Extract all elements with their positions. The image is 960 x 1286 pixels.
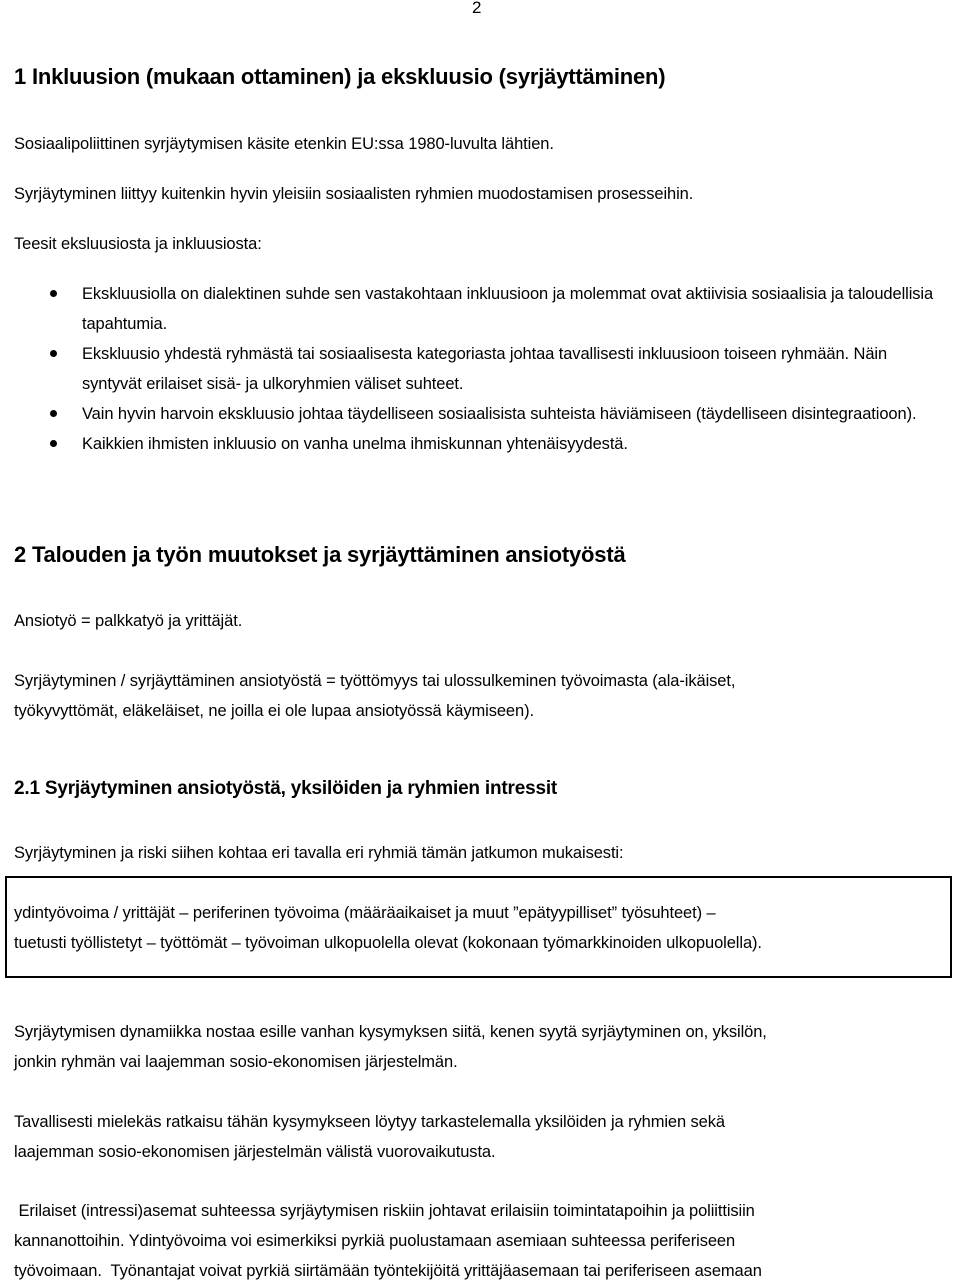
section21-paragraph-2-line-2: jonkin ryhmän vai laajemman sosio-ekonomisen järjestelmän. — [14, 1053, 458, 1071]
bullet-icon — [50, 440, 57, 447]
section21-paragraph-4-line-3: työvoimaan. Työnantajat voivat pyrkiä siirtämään työntekijöitä yrittäjäasemaan tai periferiseen asemaan — [14, 1262, 762, 1280]
section21-paragraph-1: Syrjäytyminen ja riski siihen kohtaa eri tavalla eri ryhmiä tämän jatkumon mukaisesti: — [14, 844, 624, 862]
list-item — [14, 339, 934, 399]
section1-paragraph-3: Teesit eksluusiosta ja inkluusiosta: — [14, 235, 262, 253]
bullet-icon — [50, 410, 57, 417]
list-item — [14, 399, 934, 429]
continuum-box — [5, 876, 952, 978]
section2-paragraph-1: Ansiotyö = palkkatyö ja yrittäjät. — [14, 612, 243, 630]
section21-paragraph-3-line-2: laajemman sosio-ekonomisen järjestelmän välistä vuorovaikutusta. — [14, 1143, 496, 1161]
list-item-text: Ekskluusiolla on dialektinen suhde sen vastakohtaan inkluusioon ja molemmat ovat aktiivisia sosiaalisia ja taloudellisia tapahtumia. — [82, 285, 934, 333]
section21-paragraph-4-line-2: kannanottoihin. Ydintyövoima voi esimerkiksi pyrkiä puolustamaan asemiaan suhteessa periferiseen — [14, 1232, 736, 1250]
thesis-list — [14, 279, 934, 459]
list-item — [14, 429, 934, 459]
list-item-text: Ekskluusio yhdestä ryhmästä tai sosiaalisesta kategoriasta johtaa tavallisesti inkluusioon toiseen ryhmään. Näin syntyvät erilaiset sisä- ja ulkoryhmien väliset suhteet. — [82, 345, 888, 393]
list-item — [14, 279, 934, 339]
continuum-line-2: tuetusti työllistetyt – työttömät – työvoiman ulkopuolella olevat (kokonaan työmarkkinoiden ulkopuolella). — [14, 934, 762, 952]
bullet-icon — [50, 350, 57, 357]
page-number: 2 — [472, 0, 482, 17]
section2-heading: 2 Talouden ja työn muutokset ja syrjäyttäminen ansiotyöstä — [14, 542, 626, 567]
section2-paragraph-2-line-1: Syrjäytyminen / syrjäyttäminen ansiotyöstä = työttömyys tai ulossulkeminen työvoimasta (ala-ikäiset, — [14, 672, 736, 690]
bullet-icon — [50, 290, 57, 297]
section21-paragraph-4-line-1: Erilaiset (intressi)asemat suhteessa syrjäytymisen riskiin johtavat erilaisiin toimintatapoihin ja poliittisiin — [14, 1202, 755, 1220]
list-item-text: Vain hyvin harvoin ekskluusio johtaa täydelliseen sosiaalisista suhteista häviämiseen (täydelliseen disintegraatioon). — [82, 405, 917, 423]
continuum-line-1: ydintyövoima / yrittäjät – periferinen työvoima (määräaikaiset ja muut ”epätyypilliset” työsuhteet) – — [14, 904, 716, 922]
section21-paragraph-3-line-1: Tavallisesti mielekäs ratkaisu tähän kysymykseen löytyy tarkastelemalla yksilöiden ja ryhmien sekä — [14, 1113, 725, 1131]
list-item-text: Kaikkien ihmisten inkluusio on vanha unelma ihmiskunnan yhtenäisyydestä. — [82, 435, 628, 453]
section1-paragraph-2: Syrjäytyminen liittyy kuitenkin hyvin yleisiin sosiaalisten ryhmien muodostamisen prosesseihin. — [14, 185, 694, 203]
section1-paragraph-1: Sosiaalipoliittinen syrjäytymisen käsite etenkin EU:ssa 1980-luvulta lähtien. — [14, 135, 554, 153]
section21-paragraph-2-line-1: Syrjäytymisen dynamiikka nostaa esille vanhan kysymyksen siitä, kenen syytä syrjäytyminen on, yksilön, — [14, 1023, 767, 1041]
section2-paragraph-2-line-2: työkyvyttömät, eläkeläiset, ne joilla ei ole lupaa ansiotyössä käymiseen). — [14, 702, 534, 720]
section21-heading: 2.1 Syrjäytyminen ansiotyöstä, yksilöiden ja ryhmien intressit — [14, 778, 558, 799]
section1-heading: 1 Inkluusion (mukaan ottaminen) ja ekskluusio (syrjäyttäminen) — [14, 64, 666, 89]
